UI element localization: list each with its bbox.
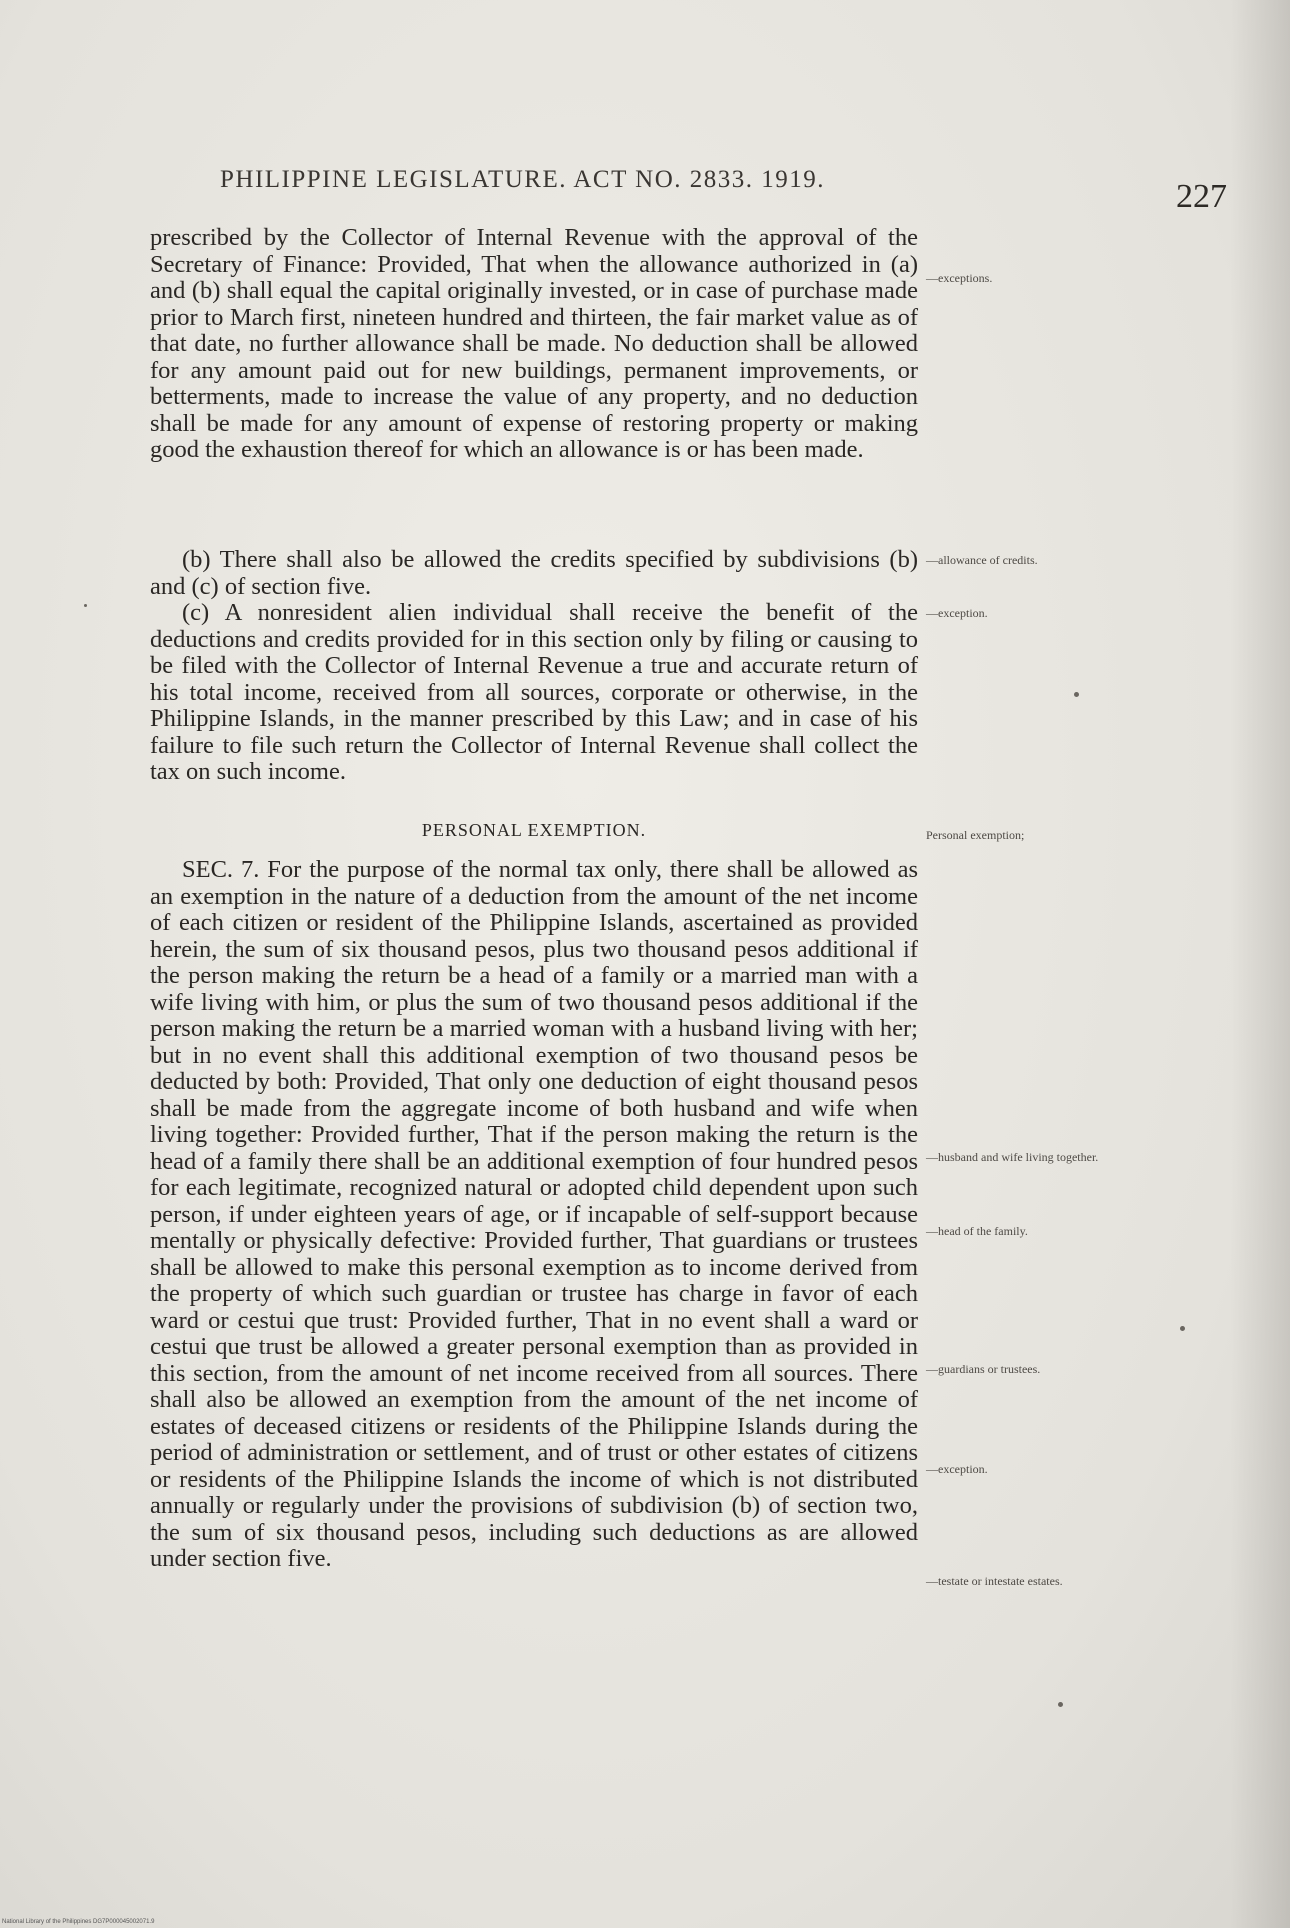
side-note-estates: —testate or intestate estates. xyxy=(926,1574,1063,1588)
side-note-exception: —exception. xyxy=(926,606,988,620)
paragraph-nonresident-alien: (c) A nonresident alien individual shall receive the benefit of the deductions and credits provided for in this section only by filing or causing to be filed with the Collector of Internal Revenue a true and accurate return of his total income, received from all sources, corporate or otherwise, in the Philippine Islands, in the manner prescribed by this Law; and in case of his failure to file such return the Collector of Internal Revenue shall collect the tax on such income. xyxy=(150,599,918,785)
footer-credit: National Library of the Philippines DG7P000045002071.9 xyxy=(2,1919,155,1925)
side-note-guardians-trustees: —guardians or trustees. xyxy=(926,1362,1041,1376)
side-note-personal-exemption: Personal exemption; xyxy=(926,828,1025,842)
paragraph-allowance-continued: prescribed by the Collector of Internal Revenue with the approval of the Secretary of Finance: Provided, That when the allowance authorized in (a) and (b) shall equal the capital originally invested, or in case of purchase made prior to March first, nineteen hundred and thirteen, the fair market value as of that date, no further allowance shall be made. No deduction shall be allowed for any amount paid out for new buildings, permanent improvements, or betterments, made to increase the value of any property, and no deduction shall be made for any amount of expense of restoring property or making good the exhaustion thereof for which an allowance is or has been made. xyxy=(150,224,918,463)
paper-speck xyxy=(1074,692,1079,697)
page-edge-shadow xyxy=(1230,0,1290,1928)
side-note-husband-and-wife: —husband and wife living together. xyxy=(926,1150,1099,1164)
paragraph-credits: (b) There shall also be allowed the credits specified by subdivisions (b) and (c) of section five. xyxy=(150,546,918,600)
paper-speck xyxy=(84,604,87,607)
side-note-head-of-family: —head of the family. xyxy=(926,1224,1028,1238)
side-note-exceptions: —exceptions. xyxy=(926,271,993,285)
paragraph-section-7: SEC. 7. For the purpose of the normal tax only, there shall be allowed as an exemption in the nature of a deduction from the amount of the net income of each citizen or resident of the Philippine Islands, ascertained as provided herein, the sum of six thousand pesos, plus two thousand pesos additional if the person making the return be a head of a family or a married man with a wife living with him, or plus the sum of two thousand pesos additional if the person making the return be a married woman with a husband living with her; but in no event shall this additional exemption of two thousand pesos be deducted by both: Provided, That only one deduction of eight thousand pesos shall be made from the aggregate income of both husband and wife when living together: Provided further, That if the person making the return is the head of a family there shall be an additional exemption of four hundred pesos for each legitimate, recognized natural or adopted child dependent upon such person, if under eighteen years of age, or if incapable of self-support because mentally or physically defective: Provided further, That guardians or trustees shall be allowed to make this personal exemption as to income derived from the property of which such guardian or trustee has charge in favor of each ward or cestui que trust: Provided further, That in no event shall a ward or cestui que trust be allowed a greater personal exemption than as provided in this section, from the amount of net income received from all sources. There shall also be allowed an exemption from the amount of the net income of estates of deceased citizens or residents of the Philippine Islands during the period of administration or settlement, and of trust or other estates of citizens or residents of the Philippine Islands the income of which is not distributed annually or regularly under the provisions of subdivision (b) of section two, the sum of six thousand pesos, including such deductions as are allowed under section five. xyxy=(150,856,918,1572)
running-head: PHILIPPINE LEGISLATURE. ACT NO. 2833. 1919. xyxy=(220,166,826,193)
paper-speck xyxy=(1180,1326,1185,1331)
paper-speck xyxy=(1058,1702,1063,1707)
page-number: 227 xyxy=(1176,178,1227,215)
side-note-exception-ward: —exception. xyxy=(926,1462,988,1476)
side-note-allowance-of-credits: —allowance of credits. xyxy=(926,553,1038,567)
section-heading: PERSONAL EXEMPTION. xyxy=(421,820,647,840)
